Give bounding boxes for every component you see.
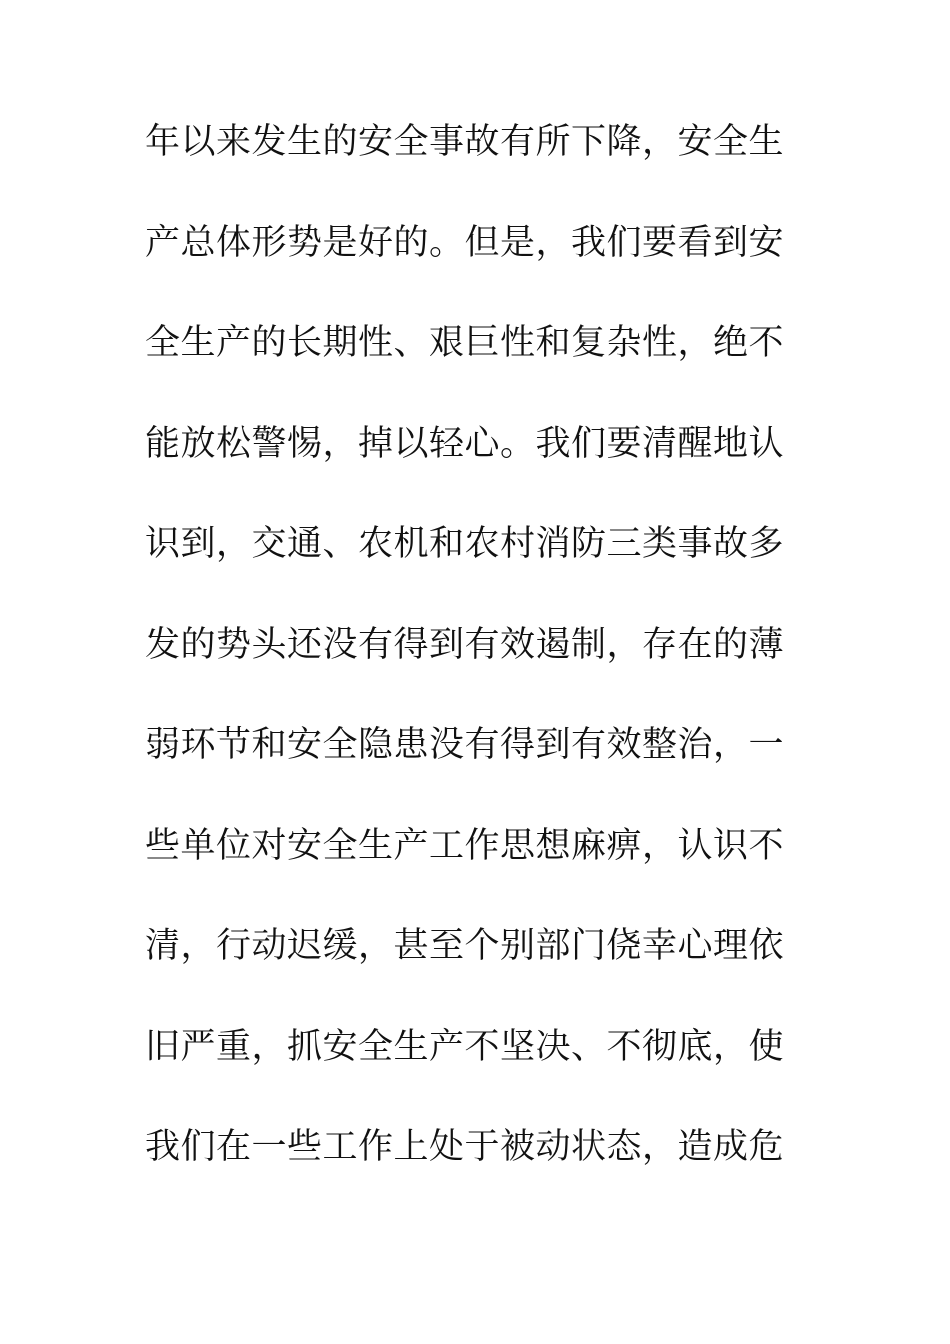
text-line-5: 识到，交通、农机和农村消防三类事故多 (145, 524, 785, 564)
text-line-3: 全生产的长期性、艰巨性和复杂性，绝不 (145, 323, 785, 363)
text-line-1: 年以来发生的安全事故有所下降，安全生 (145, 122, 785, 162)
text-line-6: 发的势头还没有得到有效遏制，存在的薄 (145, 624, 785, 665)
body-text (145, 123, 785, 1229)
text-line-10: 旧严重，抓安全生产不坚决、不彻底，使 (145, 1026, 785, 1067)
text-line-9: 清，行动迟缓，甚至个别部门侥幸心理依 (145, 926, 785, 966)
text-line-2: 产总体形势是好的。但是，我们要看到安 (145, 222, 785, 263)
text-line-7: 弱环节和安全隐患没有得到有效整治，一 (145, 725, 785, 765)
text-line-11: 我们在一些工作上处于被动状态，造成危 (145, 1127, 785, 1167)
text-line-8: 些单位对安全生产工作思想麻痹，认识不 (145, 825, 785, 866)
text-line-4: 能放松警惕，掉以轻心。我们要清醒地认 (145, 423, 785, 464)
